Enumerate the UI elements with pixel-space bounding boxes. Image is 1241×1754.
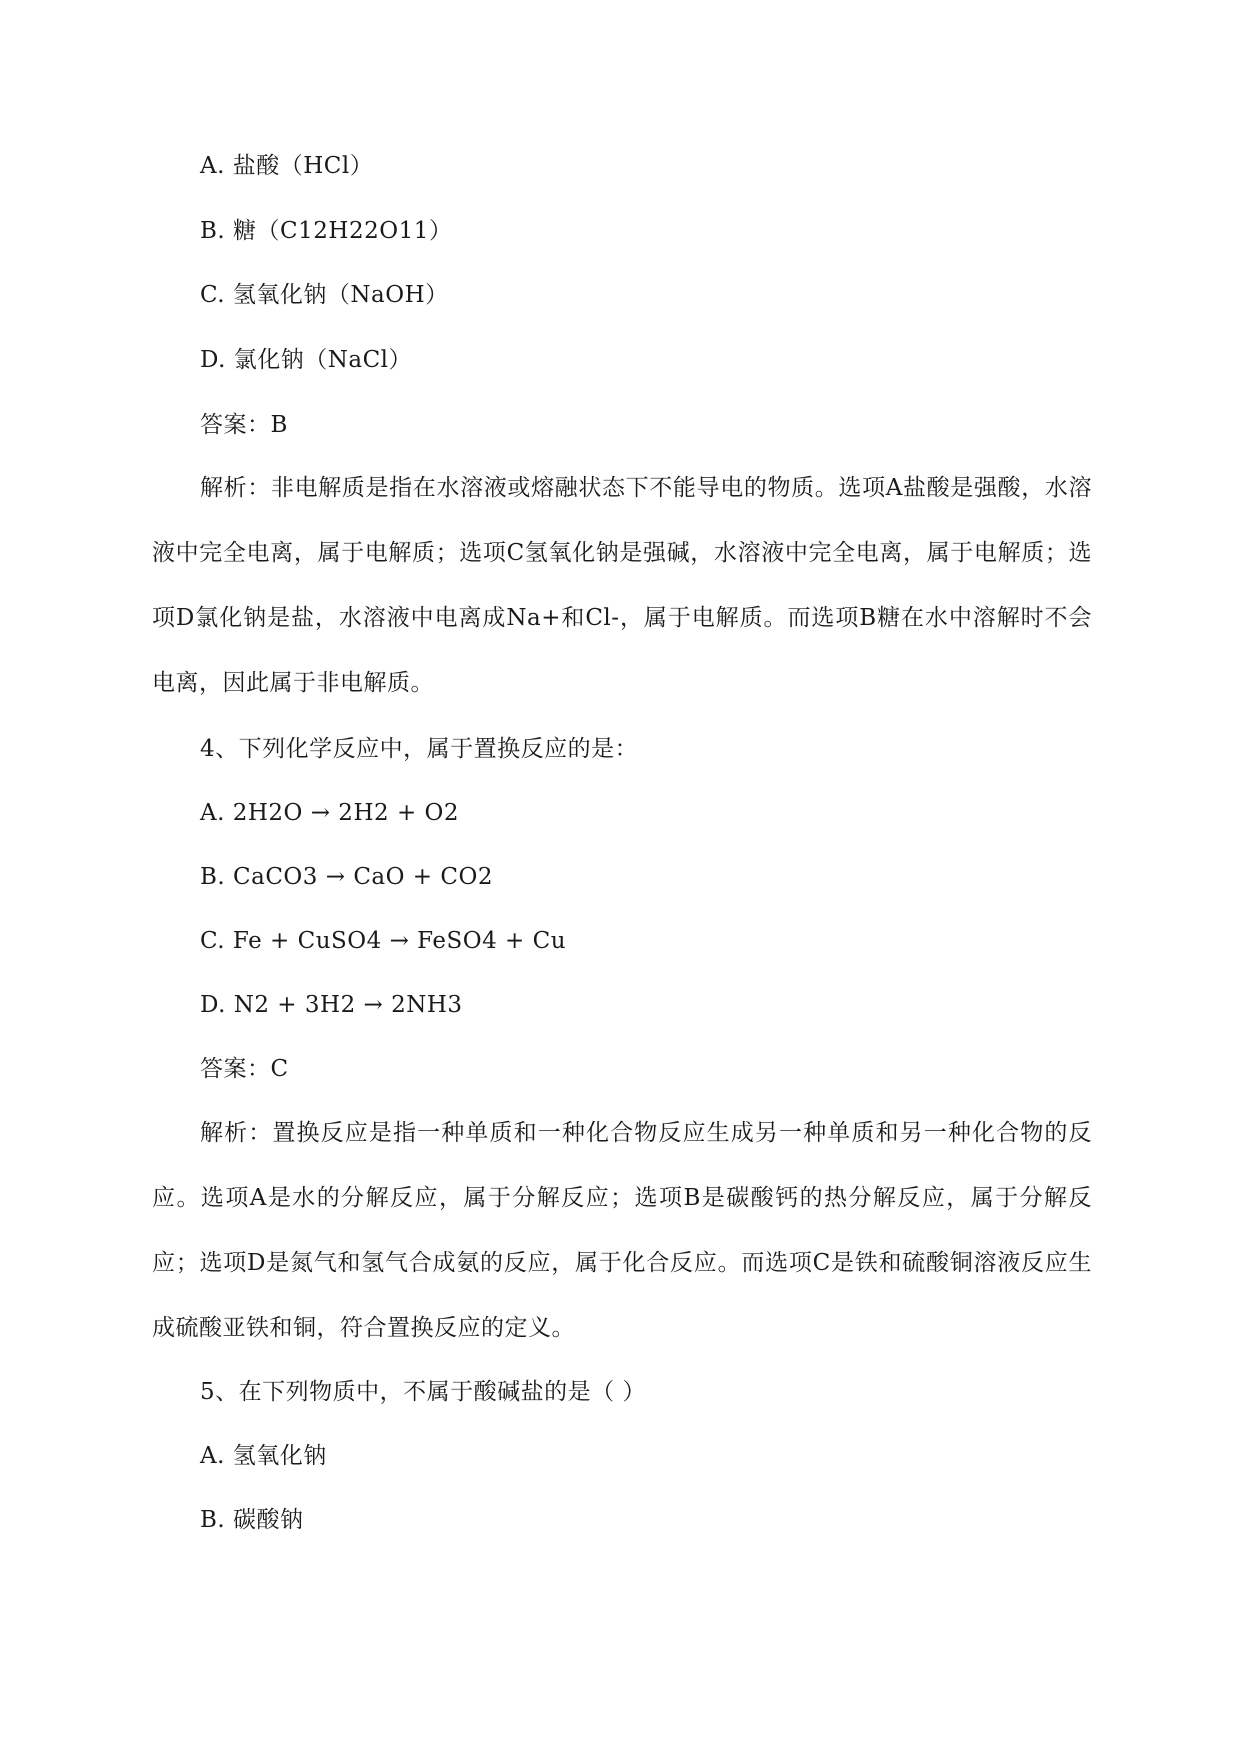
q4-option-b: B. CaCO3 → CaO + CO2	[200, 864, 493, 890]
q3-option-a: A. 盐酸（HCl）	[200, 153, 374, 179]
q4-answer: 答案：C	[200, 1056, 289, 1082]
q3-answer: 答案：B	[200, 412, 288, 438]
q3-option-b: B. 糖（C12H22O11）	[200, 218, 453, 244]
q3-option-c: C. 氢氧化钠（NaOH）	[200, 282, 449, 308]
q4-option-d: D. N2 + 3H2 → 2NH3	[200, 992, 463, 1018]
q4-option-a: A. 2H2O → 2H2 + O2	[200, 800, 460, 826]
q3-explanation: 解析：非电解质是指在水溶液或熔融状态下不能导电的物质。选项A盐酸是强酸，水溶液中完全电离，属于电解质；选项C氢氧化钠是强碱，水溶液中完全电离，属于电解质；选项D氯化钠是盐，水溶液中电离成Na+和Cl-，属于电解质。而选项B糖在水中溶解时不会电离，因此属于非电解质。	[152, 475, 1092, 696]
q4-explanation: 解析：置换反应是指一种单质和一种化合物反应生成另一种单质和另一种化合物的反应。选项A是水的分解反应，属于分解反应；选项B是碳酸钙的热分解反应，属于分解反应；选项D是氮气和氢气合成氨的反应，属于化合反应。而选项C是铁和硫酸铜溶液反应生成硫酸亚铁和铜，符合置换反应的定义。	[152, 1120, 1092, 1341]
q3-option-d: D. 氯化钠（NaCl）	[200, 347, 413, 373]
q5-question: 5、在下列物质中，不属于酸碱盐的是（ ）	[200, 1379, 646, 1405]
q4-question: 4、下列化学反应中，属于置换反应的是：	[200, 736, 639, 762]
q5-option-a: A. 氢氧化钠	[200, 1443, 327, 1469]
q5-option-b: B. 碳酸钠	[200, 1507, 304, 1533]
q4-option-c: C. Fe + CuSO4 → FeSO4 + Cu	[200, 928, 567, 954]
